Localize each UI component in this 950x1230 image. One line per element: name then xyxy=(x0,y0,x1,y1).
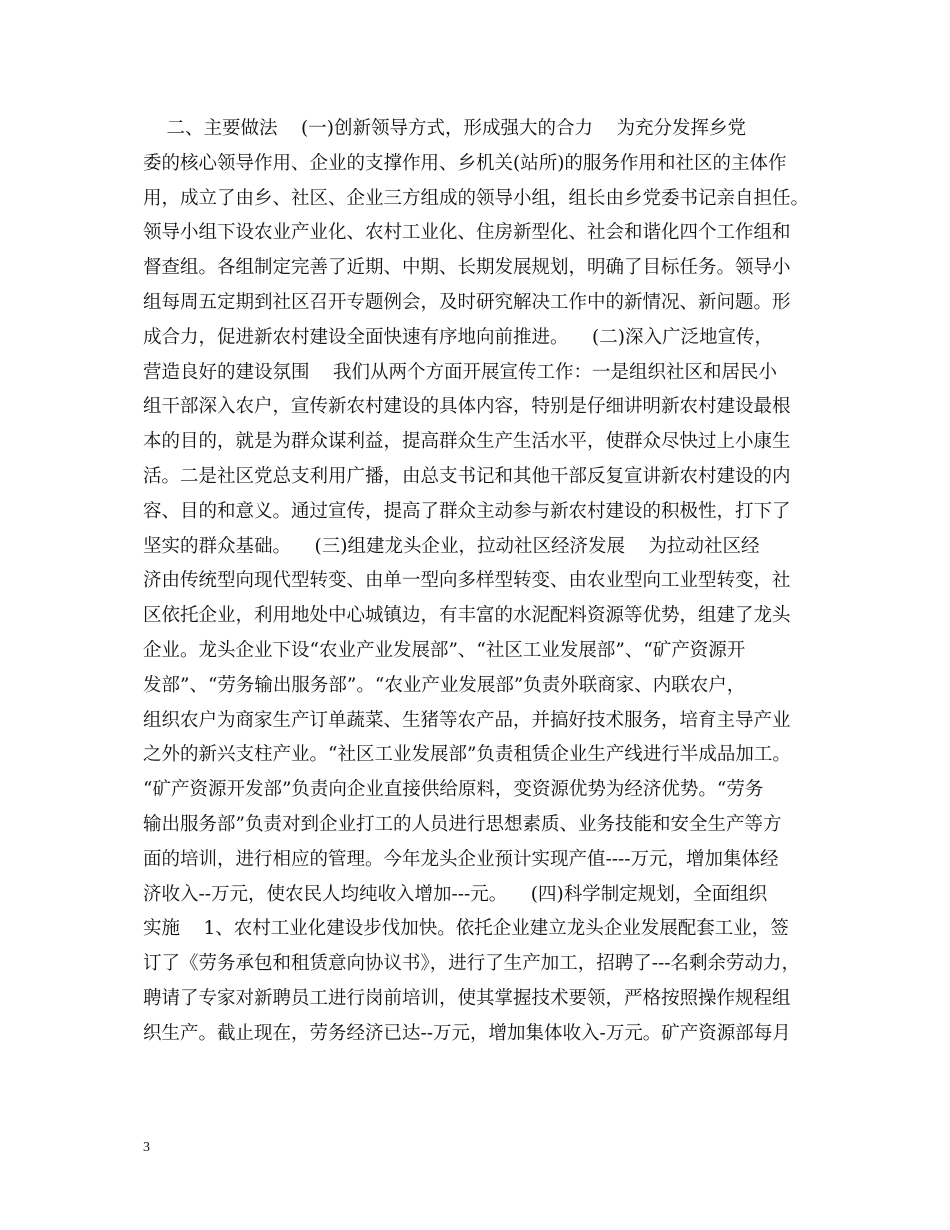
text-line: 聘请了专家对新聘员工进行岗前培训，使其掌握技术要领，严格按照操作规程组 xyxy=(143,987,791,1009)
text-line: 组每周五定期到社区召开专题例会，及时研究解决工作中的新情况、新问题。形 xyxy=(143,291,791,313)
text-line: 济收入--万元，使农民人均纯收入增加---元。 (四)科学制定规划，全面组织 xyxy=(143,883,768,905)
text-line: 督查组。各组制定完善了近期、中期、长期发展规划，明确了目标任务。领导小 xyxy=(143,257,791,279)
text-line: 组干部深入农户，宣传新农村建设的具体内容，特别是仔细讲明新农村建设最根 xyxy=(143,396,791,418)
text-line: 区依托企业，利用地处中心城镇边，有丰富的水泥配料资源等优势，组建了龙头 xyxy=(143,605,791,627)
text-line: 活。二是社区党总支利用广播，由总支书记和其他干部反复宣讲新农村建设的内 xyxy=(143,465,791,487)
text-line: 用，成立了由乡、社区、企业三方组成的领导小组，组长由乡党委书记亲自担任。 xyxy=(143,187,810,209)
text-line: 企业。龙头企业下设“农业产业发展部”、“社区工业发展部”、“矿产资源开 xyxy=(143,639,746,661)
text-line: “矿产资源开发部”负责向企业直接供给原料，变资源优势为经济优势。“劳务 xyxy=(143,779,764,801)
text-line: 领导小组下设农业产业化、农村工业化、住房新型化、社会和谐化四个工作组和 xyxy=(143,222,791,244)
text-line: 之外的新兴支柱产业。“社区工业发展部”负责租赁企业生产线进行半成品加工。 xyxy=(143,744,791,766)
text-line: 组织农户为商家生产订单蔬菜、生猪等农产品，并搞好技术服务，培育主导产业 xyxy=(143,709,791,731)
text-line: 二、主要做法 (一)创新领导方式，形成强大的合力 为充分发挥乡党 xyxy=(143,118,747,139)
text-line: 织生产。截止现在，劳务经济已达--万元，增加集体收入-万元。矿产资源部每月 xyxy=(143,1022,791,1044)
text-line: 订了《劳务承包和租赁意向协议书》，进行了生产加工，招聘了---名剩余劳动力， xyxy=(143,953,801,975)
text-line: 面的培训，进行相应的管理。今年龙头企业预计实现产值----万元，增加集体经 xyxy=(143,848,779,870)
body-text xyxy=(143,112,823,1052)
text-line: 输出服务部”负责对到企业打工的人员进行思想素质、业务技能和安全生产等方 xyxy=(143,813,782,835)
text-line: 发部”、“劳务输出服务部”。“农业产业发展部”负责外联商家、内联农户， xyxy=(143,674,746,696)
text-line: 济由传统型向现代型转变、由单一型向多样型转变、由农业型向工业型转变，社 xyxy=(143,570,791,592)
text-line: 营造良好的建设氛围 我们从两个方面开展宣传工作：一是组织社区和居民小 xyxy=(143,361,778,383)
page-number: 3 xyxy=(143,1140,150,1155)
text-line: 成合力，促进新农村建设全面快速有序地向前推进。 (二)深入广泛地宣传， xyxy=(143,326,773,348)
text-line: 实施 1、农村工业化建设步伐加快。依托企业建立龙头企业发展配套工业，签 xyxy=(143,918,789,940)
text-line: 委的核心领导作用、企业的支撑作用、乡机关(站所)的服务作用和社区的主体作 xyxy=(143,152,787,174)
text-line: 坚实的群众基础。 (三)组建龙头企业，拉动社区经济发展 为拉动社区经 xyxy=(143,535,760,557)
text-line: 容、目的和意义。通过宣传，提高了群众主动参与新农村建设的积极性，打下了 xyxy=(143,500,791,522)
text-line: 本的目的，就是为群众谋利益，提高群众生产生活水平，使群众尽快过上小康生 xyxy=(143,431,791,453)
